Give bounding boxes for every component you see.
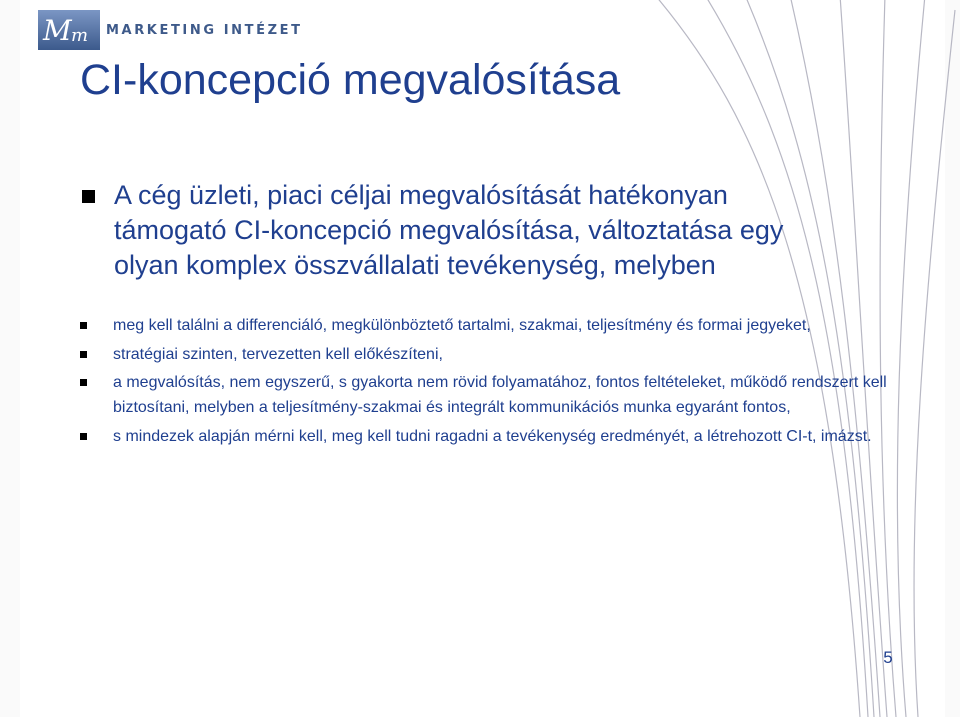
list-item [80, 424, 920, 449]
logo-mark-icon [38, 10, 100, 50]
square-bullet-icon [80, 322, 87, 329]
list-item [80, 342, 920, 367]
square-bullet-icon [80, 433, 87, 440]
list-item-text: s mindezek alapján mérni kell, meg kell tudni ragadni a tevékenység eredményét, a létrehozott CI-t, imázst. [113, 427, 872, 445]
list-item [80, 313, 920, 338]
square-bullet-icon [82, 190, 95, 203]
logo-text: MARKETING INTÉZET [106, 22, 303, 38]
intro-text: A cég üzleti, piaci céljai megvalósítását hatékonyan támogató CI-koncepció megvalósítása, változtatása egy olyan komplex összvállalati tevékenység, melyben [114, 180, 784, 280]
list-item [80, 370, 920, 420]
list-item-text: meg kell találni a differenciáló, megkülönböztető tartalmi, szakmai, teljesítmény és formai jegyeket, [113, 317, 811, 334]
intro-bullet [82, 178, 842, 283]
sub-bullet-list [80, 313, 920, 452]
logo [38, 10, 303, 50]
list-item-text: a megvalósítás, nem egyszerű, s gyakorta nem rövid folyamatához, fontos feltételeket, működő rendszert kell biztosítani, melyben a teljesítmény-szakmai és integrált kommunikációs munka egyaránt fontos, [113, 374, 887, 416]
square-bullet-icon [80, 351, 87, 358]
page-number: 5 [883, 648, 893, 667]
list-item-text: stratégiai szinten, tervezetten kell előkészíteni, [113, 345, 443, 363]
slide-title: CI-koncepció megvalósítása [80, 56, 621, 104]
svg-text:M: M [43, 14, 72, 47]
svg-text:m: m [71, 25, 89, 46]
square-bullet-icon [80, 379, 87, 386]
